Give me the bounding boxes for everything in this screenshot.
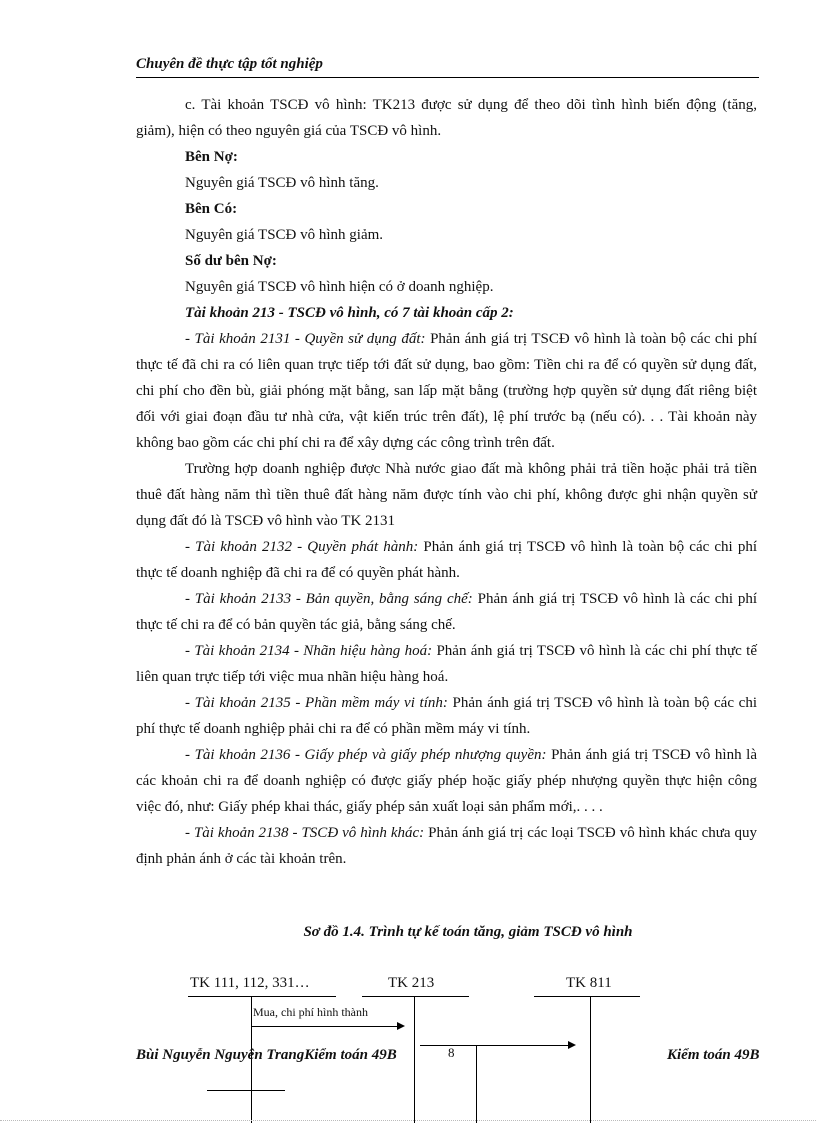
page-bottom-dotted-rule — [0, 1120, 816, 1121]
arrow-disposal-line — [420, 1045, 570, 1046]
body-text — [136, 92, 757, 872]
tk2132-label: - Tài khoản 2132 - Quyền phát hành: — [185, 539, 419, 555]
tk811-vertical-line — [590, 996, 591, 1123]
tk213-credit-line — [476, 1045, 477, 1123]
document-header-title: Chuyên đề thực tập tốt nghiệp — [136, 56, 323, 72]
arrow-disposal-head — [568, 1041, 576, 1049]
tk213-vertical-line — [414, 996, 415, 1123]
paragraph-tk2135 — [136, 690, 757, 742]
tk2131-label: - Tài khoản 2131 - Quyền sử dụng đất: — [185, 331, 426, 347]
tk2136-label: - Tài khoản 2136 - Giấy phép và giấy phép nhượng quyền: — [185, 747, 547, 763]
page-number: 8 — [448, 1045, 455, 1060]
paragraph-tk213-intro: c. Tài khoản TSCĐ vô hình: TK213 được sử dụng để theo dõi tình hình biến động (tăng, giảm), hiện có theo nguyên giá của TSCĐ vô hình. — [136, 97, 757, 139]
diagram-short-rule — [207, 1090, 285, 1091]
account-label-tk811: TK 811 — [566, 975, 612, 991]
arrow-purchase-line — [252, 1026, 398, 1027]
tk213-heading: Tài khoản 213 - TSCĐ vô hình, có 7 tài khoản cấp 2: — [185, 305, 514, 321]
paragraph-tk2136 — [136, 742, 757, 820]
tk213-top-rule — [362, 996, 469, 997]
tk2138-text: Phản ánh giá trị các loại TSCĐ vô hình khác chưa quy định phản ánh ở các tài khoản trên. — [136, 825, 757, 867]
tk811-top-rule — [534, 996, 640, 997]
tk2134-text: Phản ánh giá trị TSCĐ vô hình là các chi phí thực tế liên quan trực tiếp tới việc mua nhãn hiệu hàng hoá. — [136, 643, 757, 685]
tk2133-label: - Tài khoản 2133 - Bản quyền, bằng sáng chế: — [185, 591, 473, 607]
tk2135-text: Phản ánh giá trị TSCĐ vô hình là toàn bộ các chi phí thực tế doanh nghiệp phải chi ra để có phần mềm máy vi tính. — [136, 695, 757, 737]
tk2138-label: - Tài khoản 2138 - TSCĐ vô hình khác: — [185, 825, 425, 841]
ben-co-text: Nguyên giá TSCĐ vô hình giảm. — [185, 227, 384, 243]
diagram-caption: Sơ đồ 1.4. Trình tự kế toán tăng, giảm TSCĐ vô hình — [303, 924, 633, 940]
so-du-text: Nguyên giá TSCĐ vô hình hiện có ở doanh nghiệp. — [185, 279, 494, 295]
paragraph-tk2132 — [136, 534, 757, 586]
tk2135-label: - Tài khoản 2135 - Phần mềm máy vi tính: — [185, 695, 448, 711]
so-du-label: Số dư bên Nợ: — [185, 253, 277, 269]
tk2132-text: Phản ánh giá trị TSCĐ vô hình là toàn bộ các chi phí thực tế doanh nghiệp đã chi ra để có quyền phát hành. — [136, 539, 757, 581]
tk2134-label: - Tài khoản 2134 - Nhãn hiệu hàng hoá: — [185, 643, 433, 659]
entry-note-purchase: Mua, chi phí hình thành — [253, 1005, 368, 1019]
paragraph-tk2138 — [136, 820, 757, 872]
paragraph-tk2134 — [136, 638, 757, 690]
tk111-top-rule — [188, 996, 336, 997]
ben-no-label: Bên Nợ: — [185, 149, 238, 165]
account-label-tk111: TK 111, 112, 331… — [190, 975, 310, 991]
ben-no-text: Nguyên giá TSCĐ vô hình tăng. — [185, 175, 379, 191]
header-rule — [136, 77, 759, 78]
footer-class: Kiểm toán 49B — [667, 1047, 760, 1063]
paragraph-truong-hop: Trường hợp doanh nghiệp được Nhà nước giao đất mà không phải trả tiền hoặc phải trả tiền thuê đất hàng năm thì tiền thuê đất hàng năm được tính vào chi phí, không được ghi nhận quyền sử dụng đất đó là TSCĐ vô hình vào TK 2131 — [136, 461, 757, 529]
tk2131-text: Phản ánh giá trị TSCĐ vô hình là toàn bộ các chi phí thực tế đã chi ra có liên quan trực tiếp tới đất sử dụng, bao gồm: Tiền chi ra để có quyền sử dụng đất, chi phí cho đền bù, giải phóng mặt bằng, san lấp mặt bằng (trường hợp quyền sử dụng đất riêng biệt đối với giai đoạn đầu tư nhà cửa, vật kiến trúc trên đất), lệ phí trước bạ (nếu có). . . Tài khoản này không bao gồm các chi phí chi ra để xây dựng các công trình trên đất. — [136, 331, 757, 451]
paragraph-tk2133 — [136, 586, 757, 638]
arrow-purchase-head — [397, 1022, 405, 1030]
tk2136-text: Phản ánh giá trị TSCĐ vô hình là các khoản chi ra để doanh nghiệp có được giấy phép hoặc giấy phép nhượng quyền thực hiện công việc đó, như: Giấy phép khai thác, giấy phép sản xuất loại sản phẩm mới,. . . . — [136, 747, 757, 815]
tk2133-text: Phản ánh giá trị TSCĐ vô hình là các chi phí thực tế chi ra để có bản quyền tác giả, bằng sáng chế. — [136, 591, 757, 633]
account-label-tk213: TK 213 — [388, 975, 435, 991]
ben-co-label: Bên Có: — [185, 201, 238, 217]
footer-author: Bùi Nguyễn Nguyên TrangKiểm toán 49B — [136, 1047, 397, 1063]
paragraph-tk2131 — [136, 326, 757, 456]
